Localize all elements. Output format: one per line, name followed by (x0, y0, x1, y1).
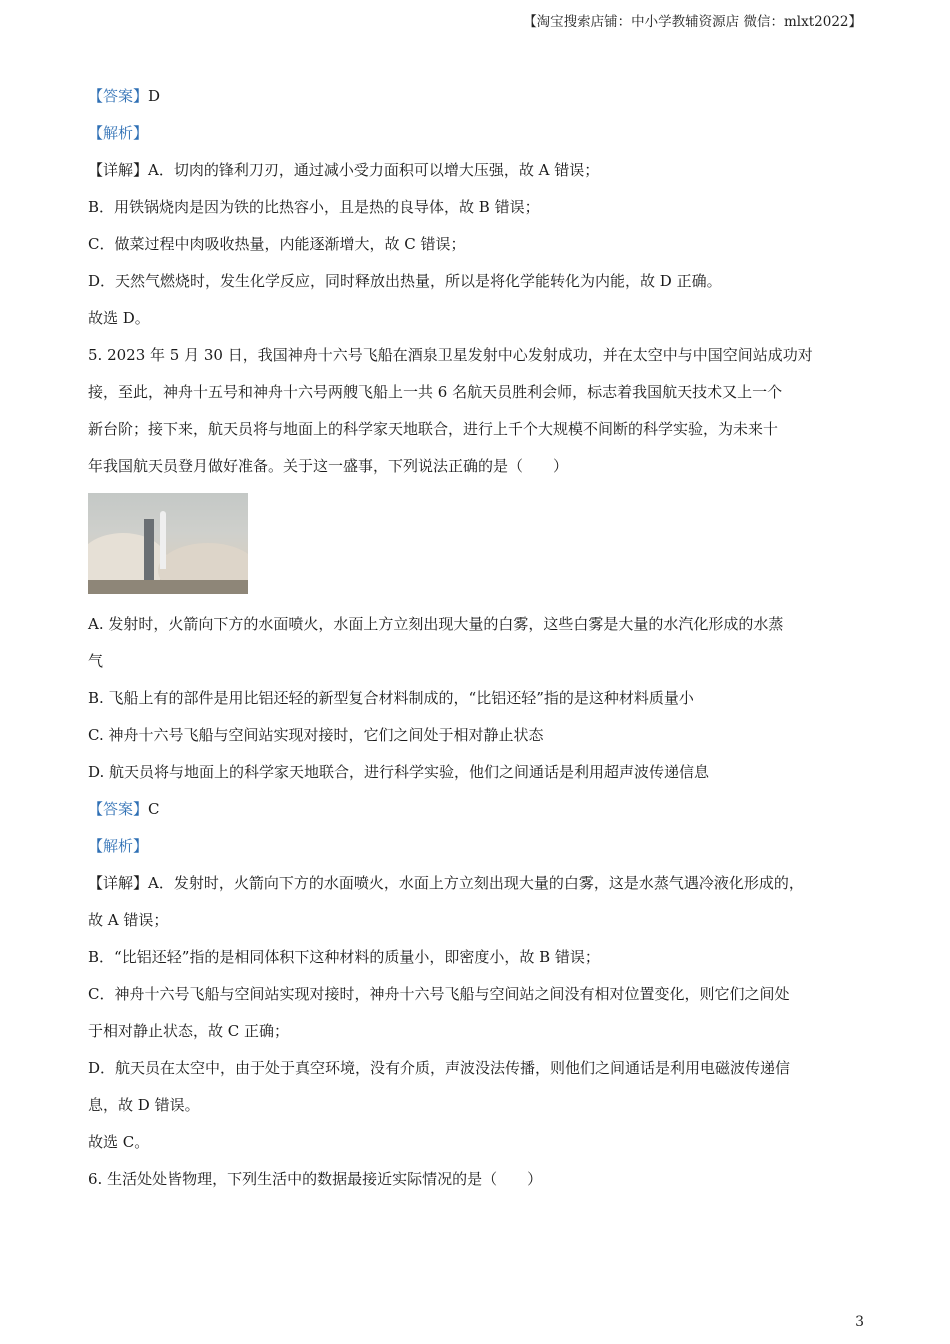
q4-answer (88, 78, 868, 115)
launch-ground (88, 580, 248, 594)
document-body (88, 78, 868, 1198)
launch-tower (144, 519, 154, 581)
q5-option-d: D. 航天员将与地面上的科学家天地联合，进行科学实验，他们之间通话是利用超声波传递信息 (88, 763, 710, 781)
q5-detail-line: 故 A 错误； (88, 911, 169, 929)
q5-option-c: C. 神舟十六号飞船与空间站实现对接时，它们之间处于相对静止状态 (88, 726, 544, 744)
rocket (160, 511, 166, 569)
q5-detail-line: 【详解】A．发射时，火箭向下方的水面喷火，水面上方立刻出现大量的白雾，这是水蒸气遇冷液化形成的， (88, 874, 804, 892)
answer-value: D (148, 87, 161, 105)
detail-tag: 【详解】 (88, 874, 149, 892)
q5-detail-line: C．神舟十六号飞船与空间站实现对接时，神舟十六号飞船与空间站之间没有相对位置变化，则它们之间处 (88, 985, 790, 1003)
q5-stem-line: 年我国航天员登月做好准备。关于这一盛事，下列说法正确的是（ ） (88, 457, 569, 475)
q6-stem: 6. 生活处处皆物理，下列生活中的数据最接近实际情况的是（ ） (88, 1170, 543, 1188)
q5-option-b: B. 飞船上有的部件是用比铝还轻的新型复合材料制成的，“比铝还轻”指的是这种材料质量小 (88, 689, 694, 707)
page-header: 【淘宝搜索店铺：中小学教辅资源店 微信：mlxt2022】 (523, 14, 862, 30)
rocket-launch-image (88, 493, 248, 594)
q4-detail-line: 【详解】A．切肉的锋利刀刃，通过减小受力面积可以增大压强，故 A 错误； (88, 161, 600, 179)
q5-conclusion: 故选 C。 (88, 1133, 150, 1151)
q5-option-a: A. 发射时，火箭向下方的水面喷火，水面上方立刻出现大量的白雾，这些白雾是大量的水汽化形成的水蒸 (88, 615, 784, 633)
analysis-tag: 【解析】 (88, 837, 149, 855)
q5-detail-line: B．“比铝还轻”指的是相同体积下这种材料的质量小，即密度小，故 B 错误； (88, 948, 600, 966)
q4-detail-line: B．用铁锅烧肉是因为铁的比热容小，且是热的良导体，故 B 错误； (88, 198, 540, 216)
answer-tag: 【答案】 (88, 87, 149, 105)
q5-answer (88, 791, 868, 828)
q5-detail-line: 于相对静止状态，故 C 正确； (88, 1022, 290, 1040)
answer-tag: 【答案】 (88, 800, 149, 818)
q4-conclusion: 故选 D。 (88, 309, 150, 327)
page-number: 3 (855, 1314, 864, 1330)
q4-detail-line: D．天然气燃烧时，发生化学反应，同时释放出热量，所以是将化学能转化为内能，故 D 正确。 (88, 272, 722, 290)
analysis-tag: 【解析】 (88, 124, 149, 142)
q5-stem-line: 新台阶；接下来，航天员将与地面上的科学家天地联合，进行上千个大规模不间断的科学实验，为未来十 (88, 420, 779, 438)
q4-detail-line: C．做菜过程中肉吸收热量，内能逐渐增大，故 C 错误； (88, 235, 466, 253)
detail-tag: 【详解】 (88, 161, 149, 179)
q5-detail-line: 息，故 D 错误。 (88, 1096, 200, 1114)
q5-stem-line: 5. 2023 年 5 月 30 日，我国神舟十六号飞船在酒泉卫星发射中心发射成功，并在太空中与中国空间站成功对 (88, 346, 813, 364)
q5-stem-line: 接，至此，神舟十五号和神舟十六号两艘飞船上一共 6 名航天员胜利会师，标志着我国航天技术又上一个 (88, 383, 783, 401)
q5-detail-line: D．航天员在太空中，由于处于真空环境，没有介质，声波没法传播，则他们之间通话是利用电磁波传递信 (88, 1059, 791, 1077)
q5-option-a-cont: 气 (88, 652, 104, 670)
answer-value: C (148, 800, 160, 818)
